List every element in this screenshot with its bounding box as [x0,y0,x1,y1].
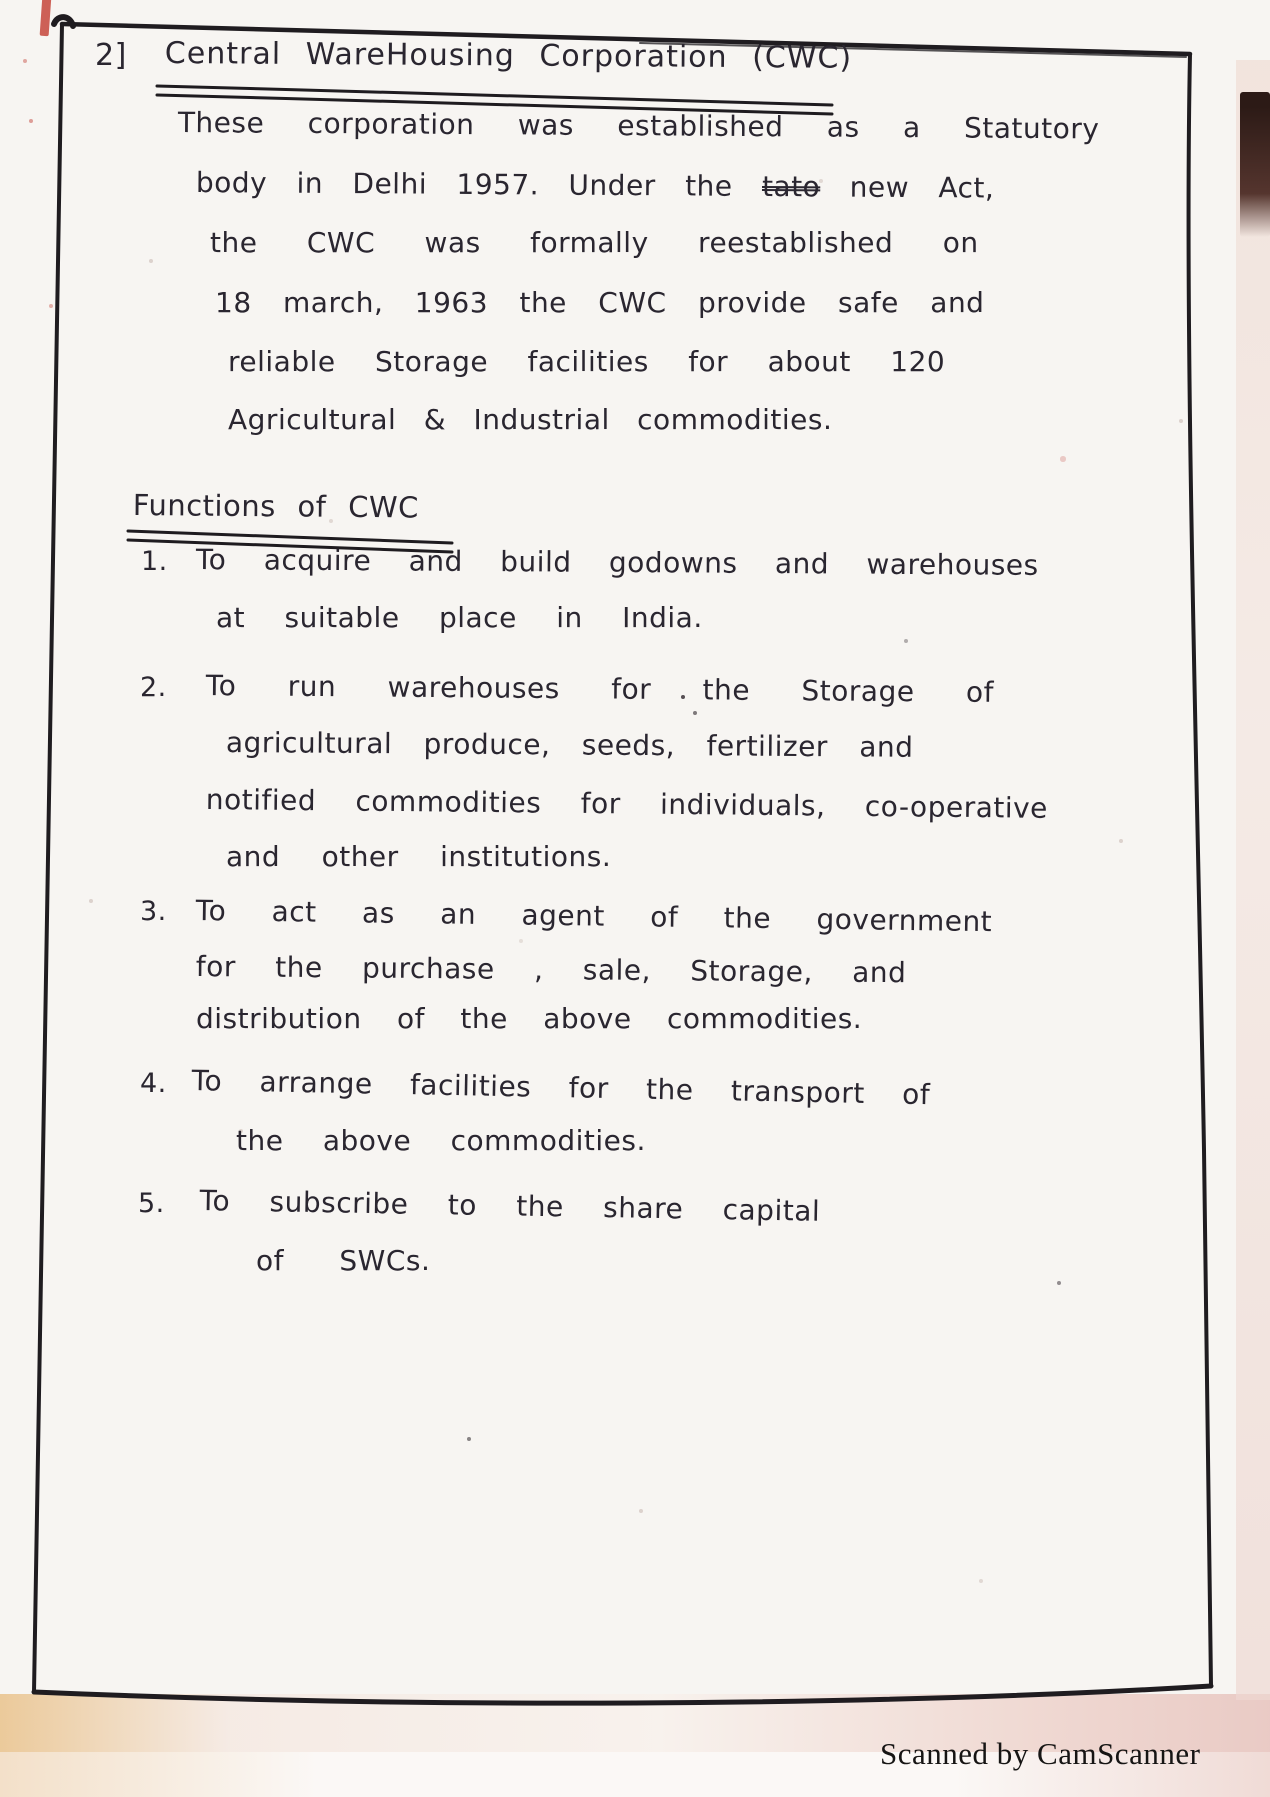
list-line: the above commodities. [236,1124,646,1157]
red-pen-mark [40,0,52,36]
list-line: To subscribe to the share capital [199,1184,821,1228]
question-number: 2] [95,38,127,73]
list-line: distribution of the above commodities. [196,1002,863,1035]
document-title: Central WareHousing Corporation (CWC) [164,36,853,76]
list-line: To acquire and build godowns and warehouses [195,543,1039,582]
list-line: To act as an agent of the government [195,894,993,939]
list-line: of SWCs. [256,1244,431,1277]
list-number: 4. [140,1068,167,1099]
list-line: To arrange facilities for the transport of [191,1064,931,1112]
paragraph-line: reliable Storage facilities for about 120 [228,345,946,378]
section-heading: Functions of CWC [132,488,420,525]
list-line: at suitable place in India. [216,601,703,634]
list-line: notified commodities for individuals, co-operative [205,783,1049,825]
scan-right-edge-tint [1236,60,1270,1700]
text-segment: new Act, [820,170,995,205]
paragraph-line: the CWC was formally reestablished on [210,226,979,259]
list-number: 5. [138,1188,165,1219]
paragraph-line: Agricultural & Industrial commodities. [228,403,833,436]
struck-word: tato [761,169,821,204]
list-number: 2. [140,672,167,703]
list-line: and other institutions. [226,840,612,873]
list-number: 1. [141,546,168,577]
paragraph-line: 18 march, 1963 the CWC provide safe and [215,286,985,319]
paragraph-line: These corporation was established as a Statutory [177,106,1100,146]
list-number: 3. [140,896,167,927]
camscanner-watermark: Scanned by CamScanner [880,1736,1201,1771]
list-line: for the purchase , sale, Storage, and [195,950,907,990]
paragraph-line [196,166,995,205]
red-speckles [0,0,2,2]
list-line: agricultural produce, seeds, fertilizer and [225,726,914,764]
text-segment: body in Delhi 1957. Under the [195,166,763,203]
scan-right-edge-shadow [1240,92,1270,237]
list-line: To run warehouses for the Storage of [205,669,995,709]
